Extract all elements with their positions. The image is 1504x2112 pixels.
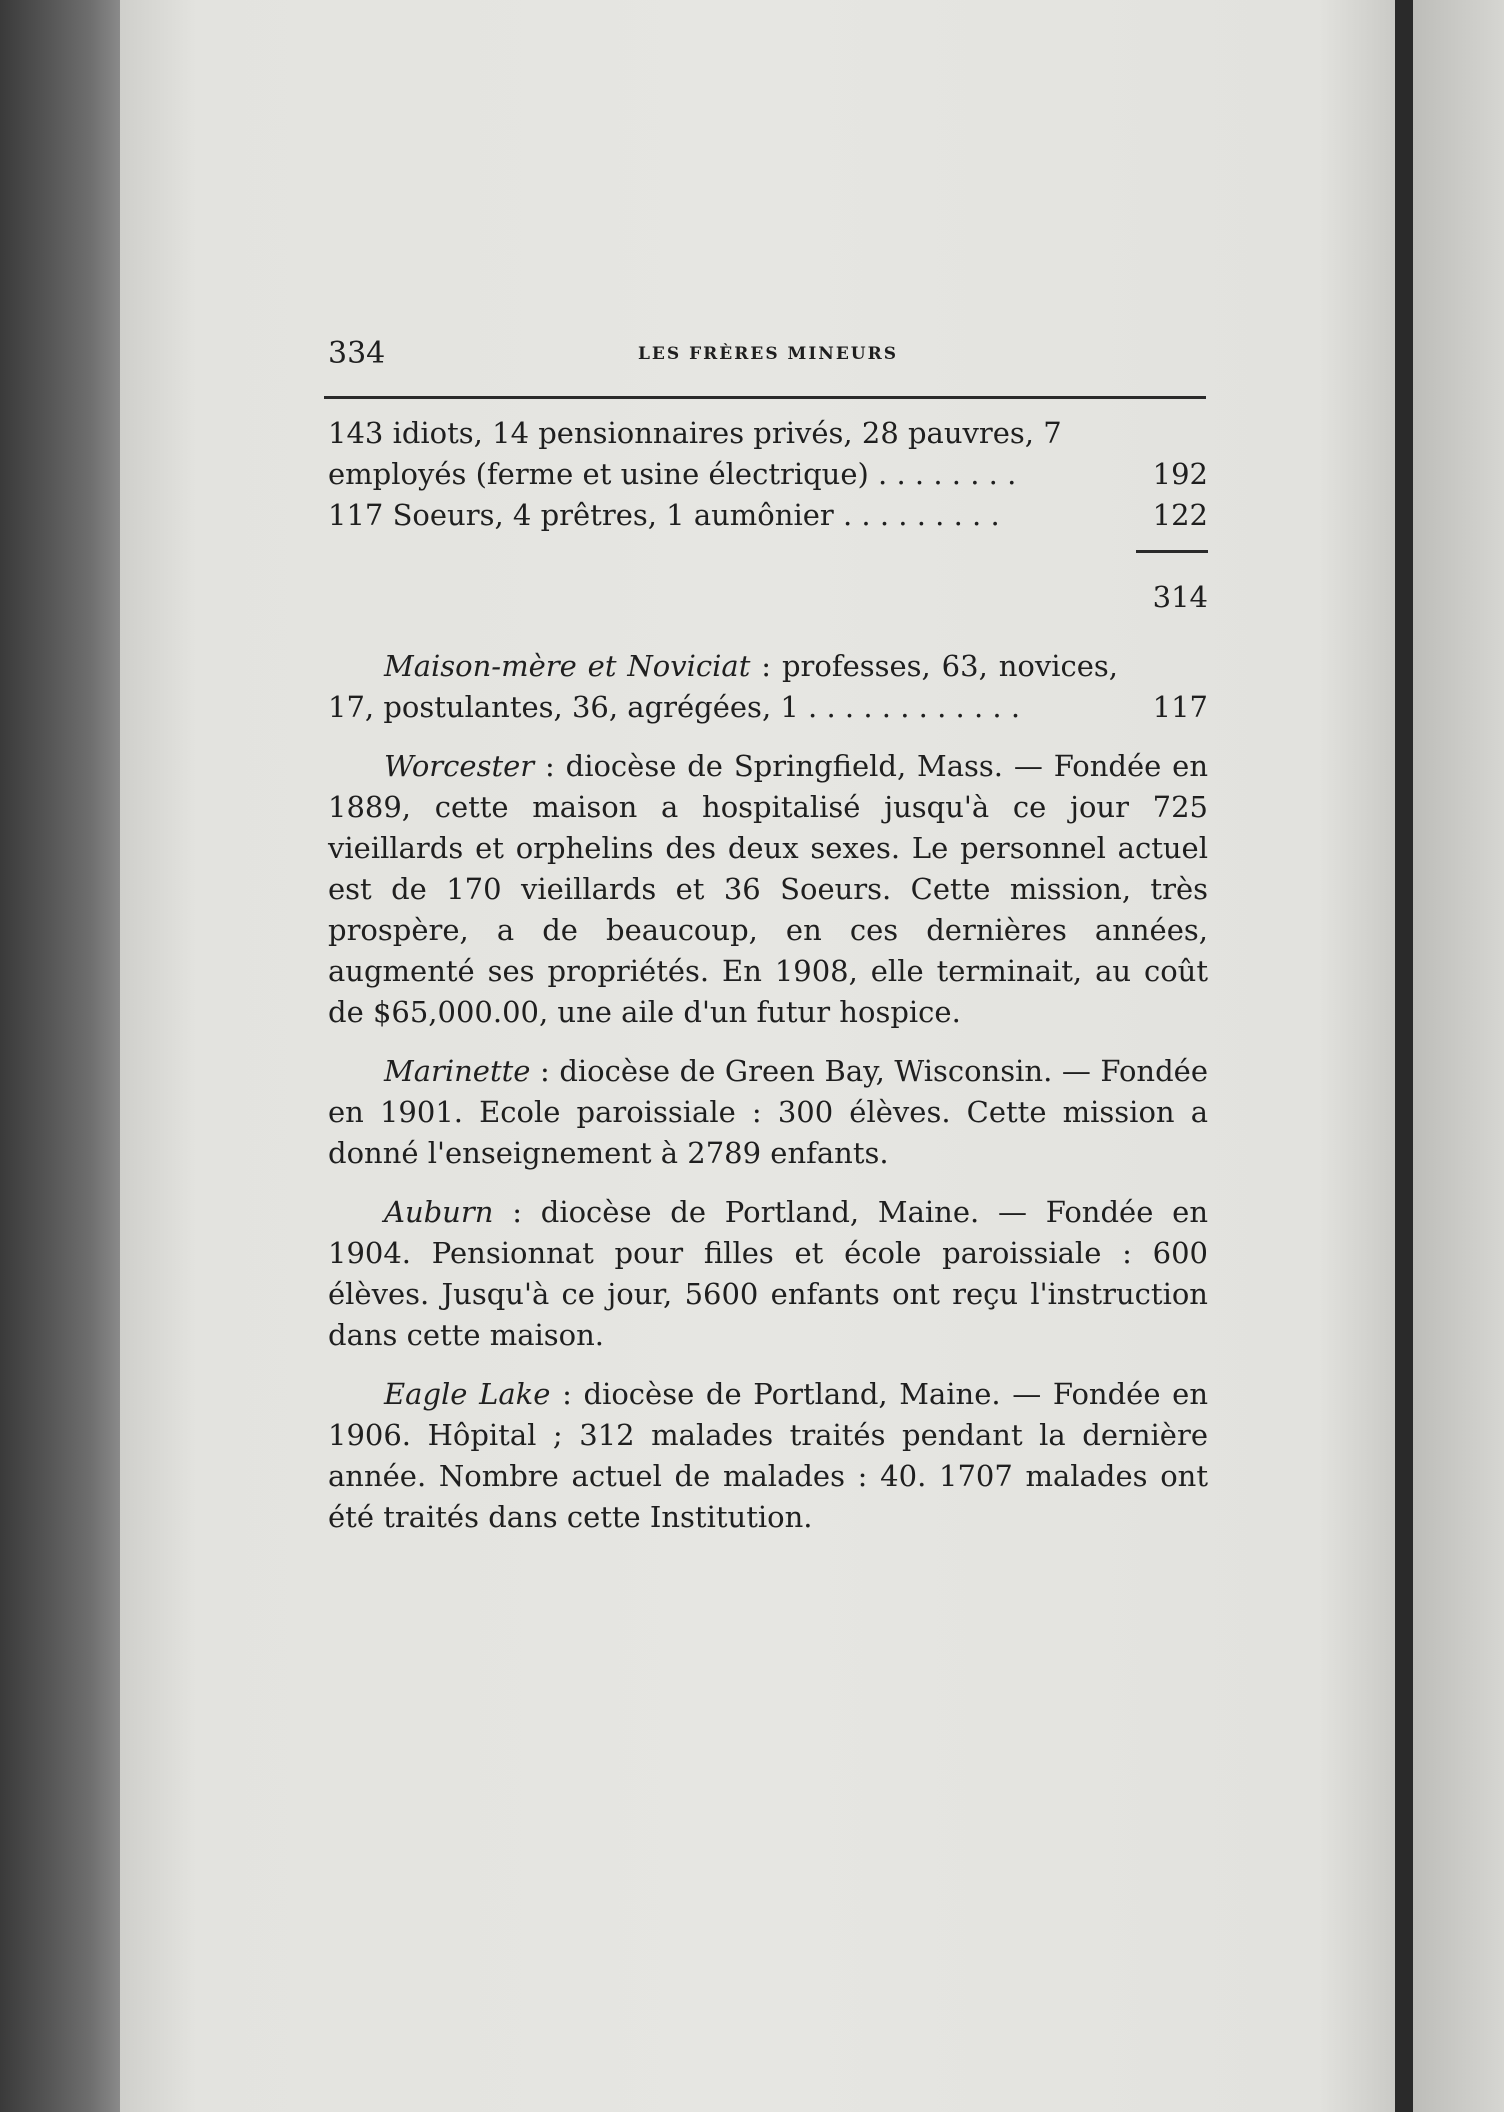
tally-entry <box>328 495 1208 536</box>
paragraph-marinette <box>328 1051 1208 1174</box>
running-title: LES FRÈRES MINEURS <box>637 344 899 364</box>
page-gutter <box>1395 0 1413 2112</box>
page-text-block <box>328 330 1208 1556</box>
tally-total: 314 <box>1152 580 1208 614</box>
place-name: Marinette <box>384 1054 531 1088</box>
tally-entry-text: 117 Soeurs, 4 prêtres, 1 aumônier . . . . . . . . . <box>328 498 1000 532</box>
header-rule <box>324 396 1206 399</box>
running-header <box>328 330 1208 378</box>
tally-list <box>328 413 1208 618</box>
paragraph-worcester <box>328 746 1208 1033</box>
page-number: 334 <box>328 336 386 371</box>
paragraph-eagle-lake <box>328 1374 1208 1538</box>
paragraph-text: : professes, 63, novices, 17, postulantes, 36, agrégées, 1 . . . . . . . . . . . . <box>328 649 1119 724</box>
paragraph-value: 117 <box>1152 690 1208 724</box>
place-name: Maison-mère et Noviciat <box>384 649 751 683</box>
place-name: Eagle Lake <box>384 1377 551 1411</box>
paragraph-text: : diocèse de Portland, Maine. — Fondée en 1906. Hôpital ; 312 malades traités pendant la dernière année. Nombre actuel de malades : 40. 1707 malades ont été traités dans cette Institution. <box>328 1377 1208 1534</box>
facing-page-edge <box>1413 0 1504 2112</box>
tally-entry-text: 143 idiots, 14 pensionnaires privés, 28 pauvres, 7 employés (ferme et usine électrique) . . . . . . . . <box>328 416 1062 491</box>
paragraph-auburn <box>328 1192 1208 1356</box>
tally-entry-value: 122 <box>1152 498 1208 532</box>
book-spine <box>0 0 120 2112</box>
paragraph-text: : diocèse de Springfield, Mass. — Fondée en 1889, cette maison a hospitalisé jusqu'à ce jour 725 vieillards et orphelins des deux sexes. Le personnel actuel est de 170 vieillards et 36 Soeurs. Cette mission, très prospère, a de beaucoup, en ces dernières années, augmenté ses propriétés. En 1908, elle terminait, au coût de $65,000.00, une aile d'un futur hospice. <box>328 749 1208 1029</box>
sum-rule <box>1136 550 1208 553</box>
tally-entry-value: 192 <box>1152 457 1208 491</box>
paragraph-text: : diocèse de Portland, Maine. — Fondée en 1904. Pensionnat pour filles et école paroissiale : 600 élèves. Jusqu'à ce jour, 5600 enfants ont reçu l'instruction dans cette maison. <box>328 1195 1208 1352</box>
paragraph-text: : diocèse de Green Bay, Wisconsin. — Fondée en 1901. Ecole paroissiale : 300 élèves. Cette mission a donné l'enseignement à 2789 enfants. <box>328 1054 1208 1170</box>
place-name: Auburn <box>384 1195 494 1229</box>
place-name: Worcester <box>384 749 535 783</box>
paragraph-maison-mere <box>328 646 1208 728</box>
tally-entry <box>328 413 1208 495</box>
